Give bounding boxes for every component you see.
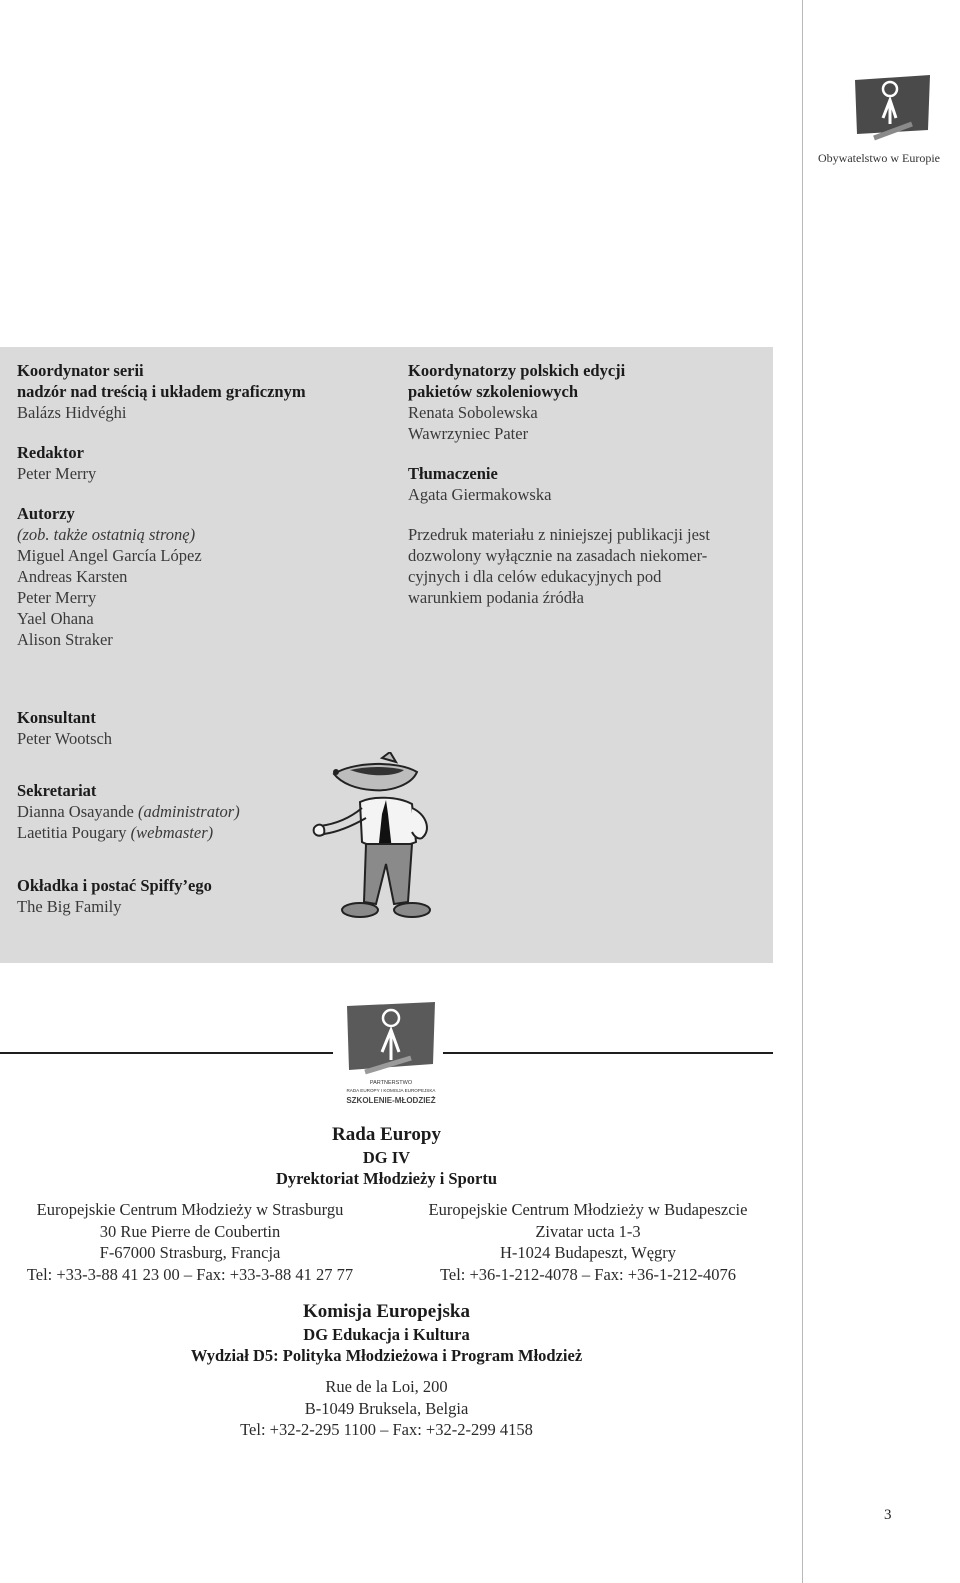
page-margin-rule	[802, 0, 803, 1583]
address-line: Zivatar ucta 1-3	[535, 1221, 641, 1241]
council-directorate: Dyrektoriat Młodzieży i Sportu	[275, 1169, 498, 1188]
credit-role: (administrator)	[137, 802, 240, 821]
credit-heading: Koordynator serii	[17, 361, 144, 380]
credit-heading: Autorzy	[17, 504, 75, 523]
credit-heading: nadzór nad treścią i układem graficznym	[17, 382, 306, 401]
credit-name: Andreas Karsten	[17, 567, 128, 586]
secretariat-line	[17, 822, 240, 843]
credit-name: Peter Merry	[17, 464, 97, 483]
credit-name: Laetitia Pougary	[17, 823, 127, 842]
polish-edition-block	[408, 360, 758, 444]
credit-name: Agata Giermakowska	[408, 485, 552, 504]
logo-text: SZKOLENIE-MŁODZIEŻ	[346, 1096, 436, 1105]
secretariat-line	[17, 801, 240, 822]
address-line: Europejskie Centrum Młodzieży w Strasburgu	[36, 1200, 344, 1219]
address-line: B-1049 Bruksela, Belgia	[304, 1398, 469, 1418]
credit-role: (webmaster)	[130, 823, 214, 842]
commission-title: Komisja Europejska	[303, 1301, 470, 1322]
notice-line: Przedruk materiału z niniejszej publikacji jest	[408, 525, 710, 544]
spiffy-mascot-icon	[312, 752, 437, 927]
credits-box	[0, 347, 773, 963]
credit-name: Yael Ohana	[17, 609, 94, 628]
notice-line: dozwolony wyłącznie na zasadach niekomer-	[408, 546, 708, 565]
flag-figure-logo-icon	[852, 72, 932, 142]
page-number: 3	[884, 1507, 892, 1523]
credit-heading: Tłumaczenie	[408, 464, 498, 483]
credit-name: Wawrzyniec Pater	[408, 424, 529, 443]
partnership-logo-icon	[345, 1000, 437, 1112]
consultant-block	[17, 707, 112, 749]
commission-unit: Wydział D5: Polityka Młodzieżowa i Program Młodzież	[190, 1346, 583, 1365]
secretariat-block	[17, 780, 240, 843]
address-line: Tel: +33-3-88 41 23 00 – Fax: +33-3-88 41 27 77	[26, 1264, 354, 1284]
notice-line: cyjnych i dla celów edukacyjnych pod	[408, 567, 662, 586]
strasbourg-address	[0, 1199, 380, 1285]
header-caption: Obywatelstwo w Europie	[818, 151, 940, 165]
translation-block	[408, 463, 758, 505]
credit-heading: Sekretariat	[17, 781, 97, 800]
address-line: Europejskie Centrum Młodzieży w Budapeszcie	[428, 1200, 748, 1219]
logo-text: RADA EUROPY I KOMISJA EUROPEJSKA	[346, 1088, 436, 1093]
divider-right	[443, 1052, 773, 1054]
address-line: Tel: +36-1-212-4078 – Fax: +36-1-212-4076	[439, 1264, 737, 1284]
credit-name: Dianna Osayande	[17, 802, 134, 821]
credit-heading: pakietów szkoleniowych	[408, 382, 579, 401]
credit-name: Peter Merry	[17, 588, 97, 607]
budapest-address	[398, 1199, 778, 1285]
reprint-notice	[408, 524, 758, 608]
divider-left	[0, 1052, 333, 1054]
address-line: Rue de la Loi, 200	[325, 1377, 448, 1396]
credit-name: Alison Straker	[17, 630, 113, 649]
address-line: H-1024 Budapeszt, Węgry	[499, 1243, 677, 1262]
credit-name: Balázs Hidvéghi	[17, 403, 127, 422]
credit-name: Miguel Angel García López	[17, 546, 202, 565]
credits-right-column	[408, 360, 758, 627]
logo-text: PARTNERSTWO	[369, 1080, 413, 1086]
credit-name: Peter Wootsch	[17, 729, 113, 748]
credit-heading: Okładka i postać Spiffy’ego	[17, 876, 212, 895]
editor-block	[17, 442, 377, 484]
notice-line: warunkiem podania źródła	[408, 588, 584, 607]
cover-block	[17, 875, 212, 917]
commission-dg: DG Edukacja i Kultura	[303, 1325, 470, 1344]
credit-name: Renata Sobolewska	[408, 403, 538, 422]
credits-left-column	[17, 360, 377, 669]
authors-block	[17, 503, 377, 650]
credit-note: (zob. także ostatnią stronę)	[17, 525, 196, 544]
credit-heading: Redaktor	[17, 443, 84, 462]
council-dg: DG IV	[362, 1148, 411, 1167]
commission-address	[0, 1376, 773, 1441]
series-coordinator-block	[17, 360, 377, 423]
credit-heading: Koordynatorzy polskich edycji	[408, 361, 626, 380]
address-line: F-67000 Strasburg, Francja	[99, 1243, 281, 1262]
council-title: Rada Europy	[332, 1124, 441, 1145]
address-line: 30 Rue Pierre de Coubertin	[99, 1221, 281, 1241]
credit-heading: Konsultant	[17, 708, 96, 727]
address-line: Tel: +32-2-295 1100 – Fax: +32-2-299 4158	[240, 1420, 533, 1439]
credit-name: The Big Family	[17, 897, 122, 916]
